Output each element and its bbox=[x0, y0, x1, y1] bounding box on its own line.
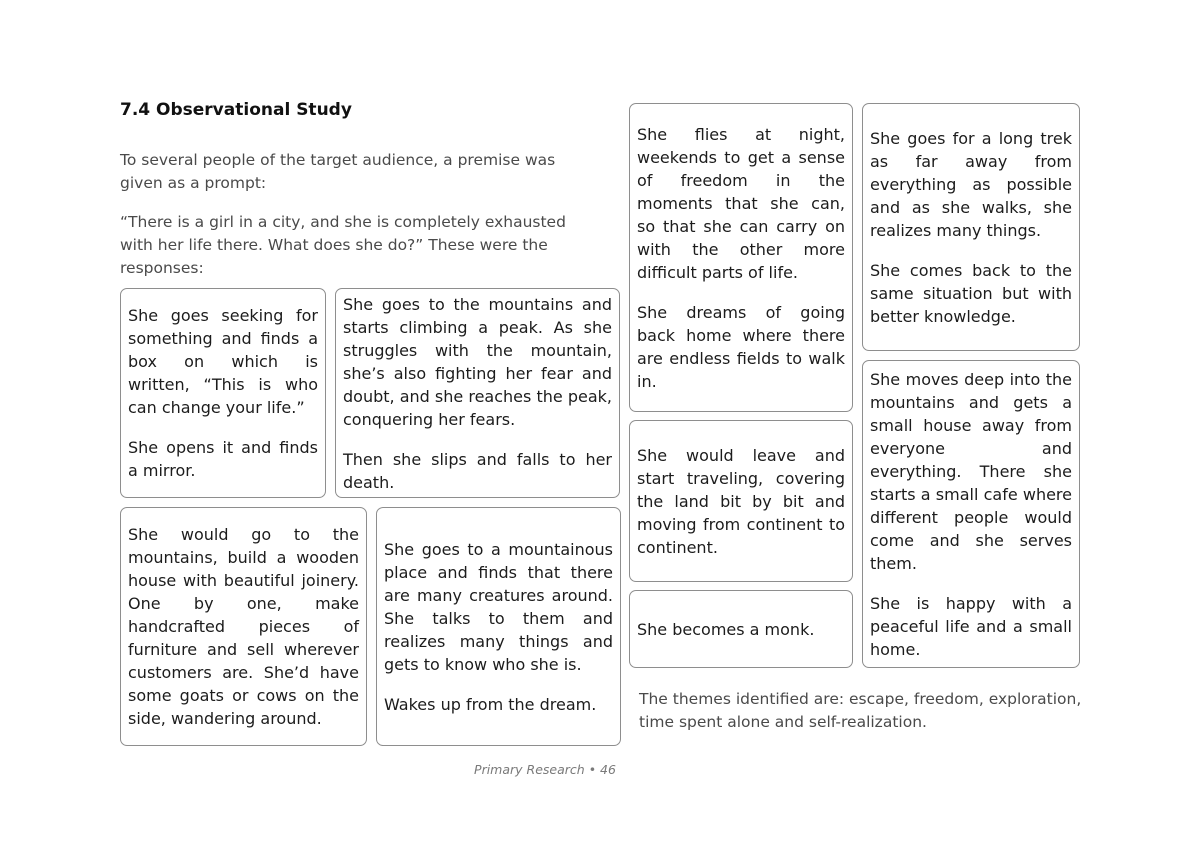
footer-separator: • bbox=[588, 762, 597, 777]
response-card-7 bbox=[629, 590, 853, 668]
page-footer bbox=[0, 762, 1090, 777]
footer-section-label: Primary Research bbox=[474, 762, 585, 777]
response-text: Wakes up from the dream. bbox=[384, 694, 597, 714]
response-text: She goes seeking for something and finds a box on which is written, “This is who can change your life.” bbox=[128, 306, 318, 417]
response-text: She goes to a mountainous place and finds that there are many creatures around. She talks to them and realizes many things and gets to know who she is. bbox=[384, 539, 613, 674]
themes-summary: The themes identified are: escape, freedom, exploration, time spent alone and self-realization. bbox=[639, 690, 1082, 731]
page-number: 46 bbox=[600, 762, 616, 777]
response-text: She flies at night, weekends to get a sense of freedom in the moments that she can, so that she can carry on with the other more difficult parts of life. bbox=[637, 124, 845, 282]
response-text: She opens it and finds a mirror. bbox=[128, 438, 318, 480]
response-text: She would leave and start traveling, covering the land bit by bit and moving from continent to continent. bbox=[637, 445, 845, 557]
response-card-9 bbox=[862, 360, 1080, 668]
response-text: She dreams of going back home where there are endless fields to walk in. bbox=[637, 302, 845, 391]
response-card-3 bbox=[120, 507, 367, 746]
response-card-5 bbox=[629, 103, 853, 412]
response-text: She moves deep into the mountains and gets a small house away from everyone and everything. There she starts a small cafe where different people would come and she serves them. bbox=[870, 369, 1072, 573]
response-card-4 bbox=[376, 507, 621, 746]
response-text: She would go to the mountains, build a wooden house with beautiful joinery. One by one, make handcrafted pieces of furniture and sell wherever customers are. She’d have some goats or cows on the side, wandering around. bbox=[128, 525, 359, 728]
response-text: She goes to the mountains and starts climbing a peak. As she struggles with the mountain, she’s also fighting her fear and doubt, and she reaches the peak, conquering her fears. bbox=[343, 294, 612, 429]
response-text: She becomes a monk. bbox=[637, 619, 815, 639]
response-text: She goes for a long trek as far away from everything as possible and as she walks, she realizes many things. bbox=[870, 128, 1072, 240]
response-text: She is happy with a peaceful life and a small home. bbox=[870, 593, 1072, 659]
section-heading: 7.4 Observational Study bbox=[120, 100, 352, 120]
intro-paragraph: To several people of the target audience, a premise was given as a prompt: bbox=[120, 151, 556, 192]
response-text: Then she slips and falls to her death. bbox=[343, 449, 612, 492]
response-card-1 bbox=[120, 288, 326, 498]
response-card-2 bbox=[335, 288, 620, 498]
response-card-6 bbox=[629, 420, 853, 582]
prompt-paragraph: “There is a girl in a city, and she is completely exhausted with her life there. What does she do?” These were the responses: bbox=[120, 213, 566, 277]
response-card-8 bbox=[862, 103, 1080, 351]
response-text: She comes back to the same situation but with better knowledge. bbox=[870, 260, 1072, 326]
